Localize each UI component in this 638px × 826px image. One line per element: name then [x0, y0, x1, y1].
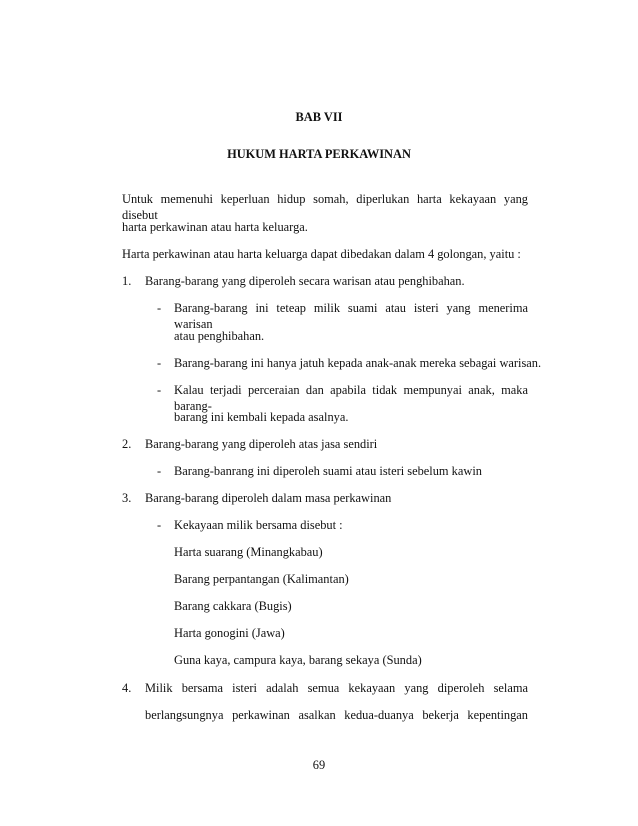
- sub-item-text: Barang-banrang ini diperoleh suami atau isteri sebelum kawin: [174, 464, 482, 478]
- regional-name: Harta suarang (Minangkabau): [174, 545, 323, 559]
- chapter-title: HUKUM HARTA PERKAWINAN: [227, 147, 411, 161]
- regional-name: Harta gonogini (Jawa): [174, 626, 285, 640]
- list-item-text: Barang-barang diperoleh dalam masa perkawinan: [145, 491, 392, 505]
- list-number: 2.: [122, 437, 132, 451]
- list-number: 3.: [122, 491, 132, 505]
- list-item-text: Barang-barang yang diperoleh atas jasa sendiri: [145, 437, 378, 451]
- regional-name: Guna kaya, campura kaya, barang sekaya (Sunda): [174, 653, 422, 667]
- sub-item-dash: -: [157, 356, 162, 370]
- list-item-text: Milik bersama isteri adalah semua kekayaan yang diperoleh selama: [145, 681, 528, 695]
- regional-name: Barang cakkara (Bugis): [174, 599, 292, 613]
- list-item-text: Barang-barang yang diperoleh secara warisan atau penghibahan.: [145, 274, 465, 288]
- chapter-label: BAB VII: [295, 110, 343, 124]
- intro-line-1: Untuk memenuhi keperluan hidup somah, diperlukan harta kekayaan yang disebut: [122, 192, 528, 222]
- sub-item-text: Kekayaan milik bersama disebut :: [174, 518, 343, 532]
- sub-item-text: Barang-barang ini hanya jatuh kepada anak-anak mereka sebagai warisan.: [174, 356, 542, 370]
- regional-name: Barang perpantangan (Kalimantan): [174, 572, 349, 586]
- intro-line-3: Harta perkawinan atau harta keluarga dapat dibedakan dalam 4 golongan, yaitu :: [122, 247, 521, 261]
- page-number: 69: [312, 758, 326, 772]
- sub-item-text: Barang-barang ini teteap milik suami atau isteri yang menerima warisan: [174, 301, 528, 331]
- list-item-text: berlangsungnya perkawinan asalkan kedua-duanya bekerja kepentingan: [145, 708, 528, 722]
- intro-line-2: harta perkawinan atau harta keluarga.: [122, 220, 308, 234]
- sub-item-dash: -: [157, 464, 162, 478]
- sub-item-text: atau penghibahan.: [174, 329, 265, 343]
- sub-item-dash: -: [157, 518, 162, 532]
- sub-item-text: barang ini kembali kepada asalnya.: [174, 410, 349, 424]
- list-number: 1.: [122, 274, 132, 288]
- sub-item-text: Kalau terjadi perceraian dan apabila tidak mempunyai anak, maka barang-: [174, 383, 528, 413]
- sub-item-dash: -: [157, 301, 162, 315]
- sub-item-dash: -: [157, 383, 162, 397]
- list-number: 4.: [122, 681, 132, 695]
